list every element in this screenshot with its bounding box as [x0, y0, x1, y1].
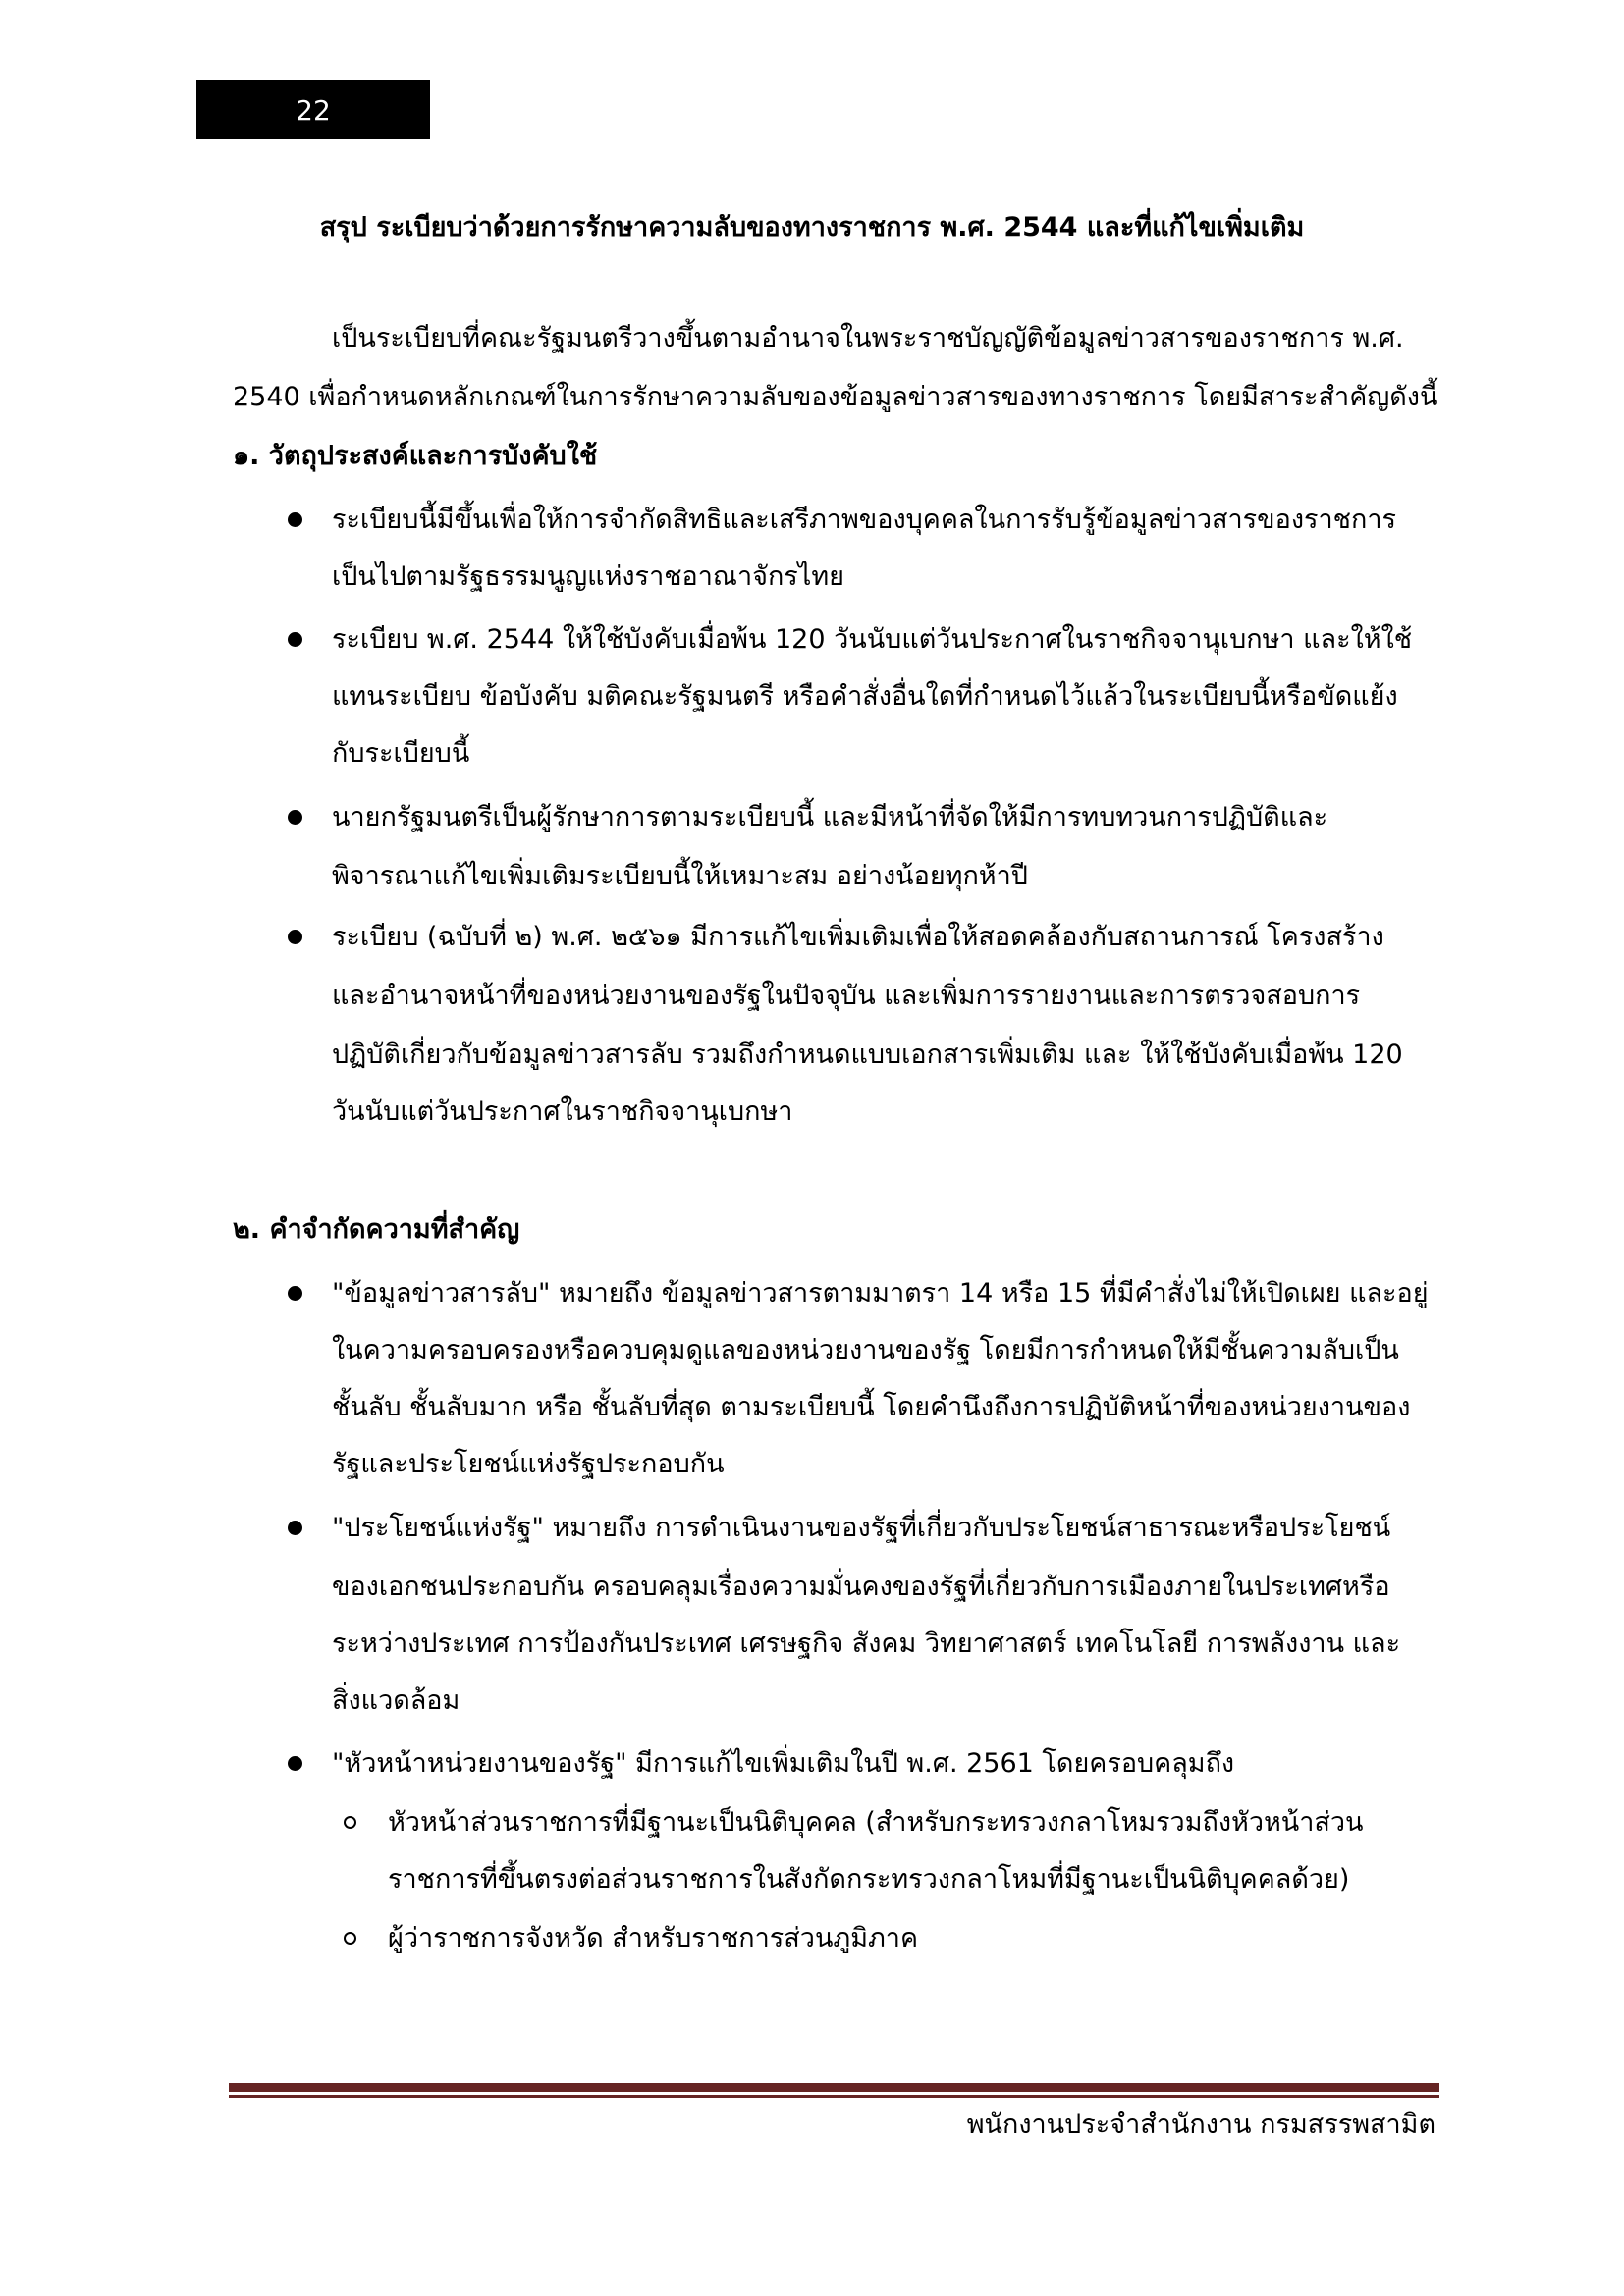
- bullet-icon: [288, 1521, 302, 1535]
- text-line: วันนับแต่วันประกาศในราชกิจจานุเบกษา: [332, 1096, 793, 1127]
- bullet-icon: [288, 1756, 302, 1771]
- text-line: พิจารณาแก้ไขเพิ่มเติมระเบียบนี้ให้เหมาะสม อย่างน้อยทุกห้าปี: [332, 861, 1028, 891]
- text-line: "ประโยชน์แห่งรัฐ" หมายถึง การดำเนินงานของรัฐที่เกี่ยวกับประโยชน์สาธารณะหรือประโยชน์: [332, 1513, 1391, 1543]
- text-line: ระหว่างประเทศ การป้องกันประเทศ เศรษฐกิจ สังคม วิทยาศาสตร์ เทคโนโลยี การพลังงาน และ: [332, 1629, 1401, 1659]
- footer-rule-thick: [229, 2083, 1439, 2092]
- bullet-icon: [288, 1286, 302, 1301]
- bullet-icon: [288, 632, 302, 647]
- document-title: สรุป ระเบียบว่าด้วยการรักษาความลับของทางราชการ พ.ศ. 2544 และที่แก้ไขเพิ่มเติม: [319, 212, 1305, 242]
- text-line: เป็นไปตามรัฐธรรมนูญแห่งราชอาณาจักรไทย: [332, 561, 845, 592]
- section-heading: ๒. คำจำกัดความที่สำคัญ: [233, 1214, 520, 1245]
- text-line: สิ่งแวดล้อม: [332, 1685, 460, 1716]
- text-line: กับระเบียบนี้: [332, 738, 470, 769]
- text-line: รัฐและประโยชน์แห่งรัฐประกอบกัน: [332, 1449, 725, 1479]
- text-line: แทนระเบียบ ข้อบังคับ มติคณะรัฐมนตรี หรือคำสั่งอื่นใดที่กำหนดไว้แล้วในระเบียบนี้หรือขัดแย้ง: [332, 681, 1398, 712]
- text-line: ในความครอบครองหรือควบคุมดูแลของหน่วยงานของรัฐ โดยมีการกำหนดให้มีชั้นความลับเป็น: [332, 1335, 1399, 1365]
- text-line: ของเอกชนประกอบกัน ครอบคลุมเรื่องความมั่นคงของรัฐที่เกี่ยวกับการเมืองภายในประเทศหรือ: [332, 1572, 1390, 1602]
- text-line: หัวหน้าส่วนราชการที่มีฐานะเป็นนิติบุคคล (สำหรับกระทรวงกลาโหมรวมถึงหัวหน้าส่วน: [388, 1807, 1364, 1838]
- text-line: "หัวหน้าหน่วยงานของรัฐ" มีการแก้ไขเพิ่มเติมในปี พ.ศ. 2561 โดยครอบคลุมถึง: [332, 1748, 1235, 1779]
- sub-bullet-circle-icon: [344, 1816, 356, 1829]
- text-line: ระเบียบ (ฉบับที่ ๒) พ.ศ. ๒๕๖๑ มีการแก้ไขเพิ่มเติมเพื่อให้สอดคล้องกับสถานการณ์ โครงสร้าง: [332, 922, 1384, 952]
- text-line: เป็นระเบียบที่คณะรัฐมนตรีวางขึ้นตามอำนาจในพระราชบัญญัติข้อมูลข่าวสารของราชการ พ.ศ.: [332, 323, 1404, 353]
- section-heading: ๑. วัตถุประสงค์และการบังคับใช้: [233, 441, 598, 471]
- bullet-icon: [288, 930, 302, 944]
- footer-text: พนักงานประจำสำนักงาน กรมสรรพสามิต: [966, 2109, 1435, 2140]
- page-number-box: [196, 80, 430, 139]
- page-number: 22: [296, 93, 331, 127]
- text-line: ผู้ว่าราชการจังหวัด สำหรับราชการส่วนภูมิภาค: [388, 1923, 919, 1953]
- text-line: นายกรัฐมนตรีเป็นผู้รักษาการตามระเบียบนี้ และมีหน้าที่จัดให้มีการทบทวนการปฏิบัติและ: [332, 802, 1328, 832]
- text-line: ราชการที่ขึ้นตรงต่อส่วนราชการในสังกัดกระทรวงกลาโหมที่มีฐานะเป็นนิติบุคคลด้วย): [388, 1864, 1350, 1895]
- text-line: "ข้อมูลข่าวสารลับ" หมายถึง ข้อมูลข่าวสารตามมาตรา 14 หรือ 15 ที่มีคำสั่งไม่ให้เปิดเผย และอยู่: [332, 1278, 1429, 1308]
- text-line: 2540 เพื่อกำหนดหลักเกณฑ์ในการรักษาความลับของข้อมูลข่าวสารของทางราชการ โดยมีสาระสำคัญดังนี้: [233, 382, 1438, 412]
- sub-bullet-circle-icon: [344, 1932, 356, 1945]
- text-line: ระเบียบ พ.ศ. 2544 ให้ใช้บังคับเมื่อพ้น 120 วันนับแต่วันประกาศในราชกิจจานุเบกษา และให้ใช้: [332, 624, 1413, 655]
- text-line: ระเบียบนี้มีขึ้นเพื่อให้การจำกัดสิทธิและเสรีภาพของบุคคลในการรับรู้ข้อมูลข่าวสารของราชการ: [332, 505, 1397, 535]
- bullet-icon: [288, 512, 302, 527]
- footer-rule-thin: [229, 2095, 1439, 2098]
- bullet-icon: [288, 810, 302, 825]
- text-line: ชั้นลับ ชั้นลับมาก หรือ ชั้นลับที่สุด ตามระเบียบนี้ โดยคำนึงถึงการปฏิบัติหน้าที่ของหน่วยงานของ: [332, 1392, 1411, 1422]
- text-line: และอำนาจหน้าที่ของหน่วยงานของรัฐในปัจจุบัน และเพิ่มการรายงานและการตรวจสอบการ: [332, 981, 1361, 1011]
- text-line: ปฏิบัติเกี่ยวกับข้อมูลข่าวสารลับ รวมถึงกำหนดแบบเอกสารเพิ่มเติม และ ให้ใช้บังคับเมื่อพ้น 120: [332, 1040, 1403, 1070]
